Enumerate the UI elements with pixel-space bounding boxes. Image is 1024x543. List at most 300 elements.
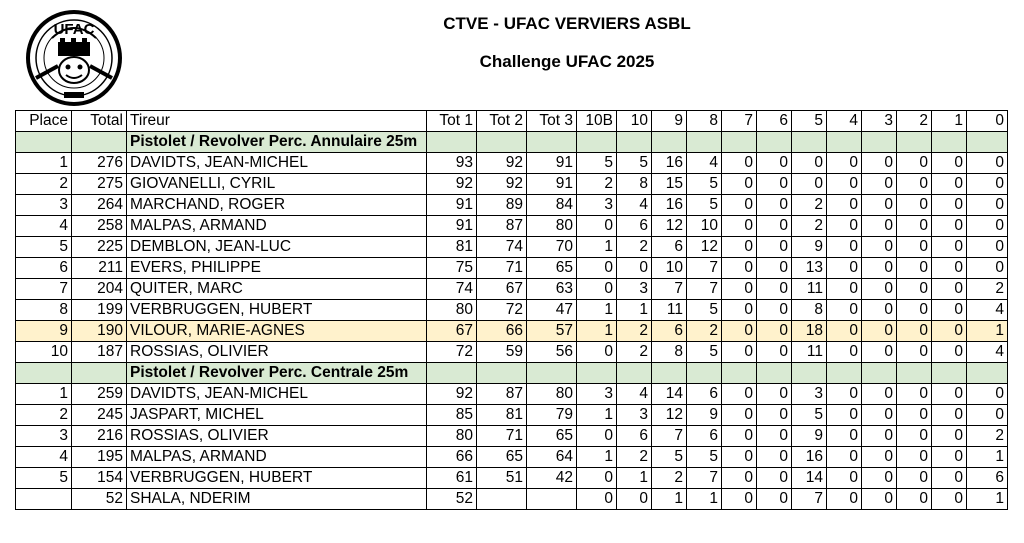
cell-c3: 0	[862, 426, 897, 447]
cell-tot3: 65	[527, 426, 577, 447]
shooter-name: GIOVANELLI, CYRIL	[127, 174, 427, 195]
cell-c10: 2	[617, 447, 652, 468]
table-row	[16, 279, 1008, 300]
cell-total: 264	[72, 195, 127, 216]
cell-c2: 0	[897, 237, 932, 258]
column-header: 3	[862, 111, 897, 132]
cell-c3: 0	[862, 447, 897, 468]
cell-c1: 0	[932, 258, 967, 279]
cell-tot3: 84	[527, 195, 577, 216]
cell-c10b: 1	[577, 447, 617, 468]
cell-c5: 16	[792, 447, 827, 468]
table-row	[16, 468, 1008, 489]
column-header: 6	[757, 111, 792, 132]
cell-c4: 0	[827, 300, 862, 321]
section-cell	[687, 363, 722, 384]
cell-c2: 0	[897, 342, 932, 363]
cell-tot2: 89	[477, 195, 527, 216]
cell-place: 2	[16, 174, 72, 195]
cell-total: 199	[72, 300, 127, 321]
table-row	[16, 237, 1008, 258]
column-header: 9	[652, 111, 687, 132]
cell-c1: 0	[932, 489, 967, 510]
cell-c3: 0	[862, 195, 897, 216]
cell-c7: 0	[722, 405, 757, 426]
cell-c3: 0	[862, 468, 897, 489]
cell-place: 8	[16, 300, 72, 321]
cell-c10b: 1	[577, 321, 617, 342]
cell-c5: 7	[792, 489, 827, 510]
cell-c3: 0	[862, 342, 897, 363]
section-cell	[527, 132, 577, 153]
table-row	[16, 405, 1008, 426]
section-cell	[72, 363, 127, 384]
cell-total: 258	[72, 216, 127, 237]
cell-c2: 0	[897, 300, 932, 321]
section-cell	[722, 363, 757, 384]
cell-place: 5	[16, 237, 72, 258]
cell-c6: 0	[757, 321, 792, 342]
cell-c0: 2	[967, 279, 1008, 300]
section-title: Pistolet / Revolver Perc. Annulaire 25m	[127, 132, 427, 153]
cell-c2: 0	[897, 468, 932, 489]
cell-c10b: 1	[577, 300, 617, 321]
cell-c2: 0	[897, 279, 932, 300]
cell-c6: 0	[757, 468, 792, 489]
cell-tot3: 79	[527, 405, 577, 426]
cell-c9: 6	[652, 321, 687, 342]
cell-tot1: 75	[427, 258, 477, 279]
cell-c10: 5	[617, 153, 652, 174]
section-cell	[477, 132, 527, 153]
cell-place: 1	[16, 384, 72, 405]
cell-c6: 0	[757, 405, 792, 426]
cell-c0: 0	[967, 153, 1008, 174]
cell-c10b: 5	[577, 153, 617, 174]
cell-c5: 5	[792, 405, 827, 426]
section-cell	[16, 132, 72, 153]
column-header: 10B	[577, 111, 617, 132]
shooter-name: VERBRUGGEN, HUBERT	[127, 300, 427, 321]
column-header: Place	[16, 111, 72, 132]
cell-c7: 0	[722, 195, 757, 216]
cell-c10b: 0	[577, 468, 617, 489]
shooter-name: MARCHAND, ROGER	[127, 195, 427, 216]
shooter-name: ROSSIAS, OLIVIER	[127, 342, 427, 363]
section-cell	[427, 363, 477, 384]
cell-c4: 0	[827, 195, 862, 216]
column-header: Tot 1	[427, 111, 477, 132]
cell-total: 187	[72, 342, 127, 363]
cell-c5: 0	[792, 174, 827, 195]
shooter-name: VILOUR, MARIE-AGNES	[127, 321, 427, 342]
cell-c9: 2	[652, 468, 687, 489]
table-row	[16, 426, 1008, 447]
cell-c6: 0	[757, 426, 792, 447]
cell-c7: 0	[722, 447, 757, 468]
cell-c1: 0	[932, 447, 967, 468]
cell-tot2: 92	[477, 153, 527, 174]
cell-c6: 0	[757, 174, 792, 195]
cell-c10: 1	[617, 468, 652, 489]
cell-c6: 0	[757, 195, 792, 216]
cell-c6: 0	[757, 489, 792, 510]
cell-c0: 1	[967, 489, 1008, 510]
cell-c9: 7	[652, 279, 687, 300]
cell-tot3	[527, 489, 577, 510]
cell-c7: 0	[722, 237, 757, 258]
cell-tot2: 81	[477, 405, 527, 426]
cell-tot3: 80	[527, 384, 577, 405]
cell-c6: 0	[757, 153, 792, 174]
cell-c2: 0	[897, 216, 932, 237]
cell-c8: 6	[687, 384, 722, 405]
cell-c4: 0	[827, 384, 862, 405]
cell-c8: 4	[687, 153, 722, 174]
section-cell	[897, 363, 932, 384]
cell-c10: 4	[617, 384, 652, 405]
cell-c9: 5	[652, 447, 687, 468]
section-cell	[967, 363, 1008, 384]
cell-c5: 11	[792, 279, 827, 300]
section-cell	[722, 132, 757, 153]
section-cell	[757, 132, 792, 153]
cell-tot1: 61	[427, 468, 477, 489]
cell-tot2	[477, 489, 527, 510]
cell-c9: 12	[652, 216, 687, 237]
cell-c4: 0	[827, 426, 862, 447]
column-header: Total	[72, 111, 127, 132]
cell-c2: 0	[897, 174, 932, 195]
section-cell	[527, 363, 577, 384]
section-cell	[577, 132, 617, 153]
column-header: 8	[687, 111, 722, 132]
cell-c10b: 1	[577, 237, 617, 258]
cell-c6: 0	[757, 258, 792, 279]
cell-c1: 0	[932, 153, 967, 174]
table-row	[16, 489, 1008, 510]
cell-c5: 11	[792, 342, 827, 363]
cell-c7: 0	[722, 489, 757, 510]
cell-tot2: 87	[477, 384, 527, 405]
cell-c1: 0	[932, 279, 967, 300]
cell-tot2: 72	[477, 300, 527, 321]
section-cell	[477, 363, 527, 384]
cell-c1: 0	[932, 321, 967, 342]
cell-c0: 6	[967, 468, 1008, 489]
cell-c1: 0	[932, 405, 967, 426]
cell-c10b: 0	[577, 426, 617, 447]
shooter-name: DAVIDTS, JEAN-MICHEL	[127, 153, 427, 174]
shooter-name: ROSSIAS, OLIVIER	[127, 426, 427, 447]
cell-tot3: 64	[527, 447, 577, 468]
cell-total: 154	[72, 468, 127, 489]
cell-c8: 7	[687, 468, 722, 489]
cell-c0: 2	[967, 426, 1008, 447]
cell-c5: 13	[792, 258, 827, 279]
shooter-name: QUITER, MARC	[127, 279, 427, 300]
cell-c10b: 0	[577, 279, 617, 300]
cell-c10: 0	[617, 258, 652, 279]
cell-tot3: 56	[527, 342, 577, 363]
cell-c8: 5	[687, 174, 722, 195]
cell-c6: 0	[757, 279, 792, 300]
cell-c0: 1	[967, 321, 1008, 342]
cell-c2: 0	[897, 447, 932, 468]
column-header: Tot 3	[527, 111, 577, 132]
cell-place: 5	[16, 468, 72, 489]
cell-c4: 0	[827, 447, 862, 468]
cell-c3: 0	[862, 237, 897, 258]
cell-total: 216	[72, 426, 127, 447]
section-cell	[967, 132, 1008, 153]
cell-c1: 0	[932, 342, 967, 363]
cell-c1: 0	[932, 237, 967, 258]
cell-c5: 9	[792, 426, 827, 447]
cell-tot1: 72	[427, 342, 477, 363]
column-header: Tireur	[127, 111, 427, 132]
cell-tot3: 42	[527, 468, 577, 489]
cell-c9: 12	[652, 405, 687, 426]
cell-place: 1	[16, 153, 72, 174]
cell-c5: 9	[792, 237, 827, 258]
cell-c9: 15	[652, 174, 687, 195]
cell-place: 4	[16, 447, 72, 468]
cell-c7: 0	[722, 342, 757, 363]
column-header: 4	[827, 111, 862, 132]
cell-c4: 0	[827, 216, 862, 237]
cell-c3: 0	[862, 174, 897, 195]
cell-c4: 0	[827, 489, 862, 510]
cell-place: 4	[16, 216, 72, 237]
table-row	[16, 342, 1008, 363]
cell-c8: 9	[687, 405, 722, 426]
section-cell	[617, 363, 652, 384]
cell-c9: 11	[652, 300, 687, 321]
cell-tot2: 67	[477, 279, 527, 300]
section-cell	[932, 363, 967, 384]
cell-c6: 0	[757, 447, 792, 468]
cell-c1: 0	[932, 216, 967, 237]
table-row	[16, 153, 1008, 174]
cell-c3: 0	[862, 489, 897, 510]
cell-c3: 0	[862, 300, 897, 321]
cell-c3: 0	[862, 405, 897, 426]
cell-c0: 0	[967, 384, 1008, 405]
section-cell	[827, 363, 862, 384]
shooter-name: VERBRUGGEN, HUBERT	[127, 468, 427, 489]
cell-c8: 5	[687, 195, 722, 216]
cell-c4: 0	[827, 258, 862, 279]
cell-c4: 0	[827, 321, 862, 342]
cell-tot3: 65	[527, 258, 577, 279]
cell-c2: 0	[897, 321, 932, 342]
cell-c7: 0	[722, 384, 757, 405]
page-subtitle: Challenge UFAC 2025	[479, 52, 655, 71]
shooter-name: MALPAS, ARMAND	[127, 216, 427, 237]
cell-c5: 18	[792, 321, 827, 342]
cell-tot3: 80	[527, 216, 577, 237]
column-header: 2	[897, 111, 932, 132]
cell-c4: 0	[827, 468, 862, 489]
cell-c10: 6	[617, 216, 652, 237]
cell-tot1: 52	[427, 489, 477, 510]
cell-c8: 5	[687, 300, 722, 321]
cell-c0: 0	[967, 258, 1008, 279]
shooter-name: MALPAS, ARMAND	[127, 447, 427, 468]
table-row	[16, 300, 1008, 321]
cell-c0: 0	[967, 237, 1008, 258]
cell-tot2: 71	[477, 258, 527, 279]
cell-c10: 3	[617, 405, 652, 426]
page-title: CTVE - UFAC VERVIERS ASBL	[443, 14, 691, 33]
cell-c7: 0	[722, 300, 757, 321]
section-header-row	[16, 363, 1008, 384]
cell-c8: 2	[687, 321, 722, 342]
cell-tot3: 57	[527, 321, 577, 342]
cell-tot3: 47	[527, 300, 577, 321]
cell-c10b: 0	[577, 216, 617, 237]
cell-c9: 7	[652, 426, 687, 447]
shooter-name: DAVIDTS, JEAN-MICHEL	[127, 384, 427, 405]
cell-c7: 0	[722, 174, 757, 195]
cell-c9: 16	[652, 153, 687, 174]
cell-tot3: 91	[527, 174, 577, 195]
shooter-name: SHALA, NDERIM	[127, 489, 427, 510]
cell-c6: 0	[757, 216, 792, 237]
cell-c10: 1	[617, 300, 652, 321]
cell-tot2: 65	[477, 447, 527, 468]
cell-c7: 0	[722, 426, 757, 447]
cell-c3: 0	[862, 216, 897, 237]
cell-c9: 14	[652, 384, 687, 405]
cell-c3: 0	[862, 153, 897, 174]
cell-c5: 14	[792, 468, 827, 489]
cell-c0: 0	[967, 174, 1008, 195]
column-header: 0	[967, 111, 1008, 132]
cell-tot3: 91	[527, 153, 577, 174]
section-cell	[757, 363, 792, 384]
cell-c10b: 0	[577, 342, 617, 363]
cell-tot1: 80	[427, 300, 477, 321]
cell-c10: 2	[617, 321, 652, 342]
cell-c2: 0	[897, 195, 932, 216]
cell-c1: 0	[932, 300, 967, 321]
cell-c7: 0	[722, 258, 757, 279]
cell-c4: 0	[827, 405, 862, 426]
cell-c8: 5	[687, 342, 722, 363]
cell-c8: 12	[687, 237, 722, 258]
cell-c2: 0	[897, 258, 932, 279]
cell-tot1: 91	[427, 216, 477, 237]
cell-tot1: 66	[427, 447, 477, 468]
cell-total: 259	[72, 384, 127, 405]
table-row	[16, 321, 1008, 342]
cell-c10b: 0	[577, 258, 617, 279]
section-title: Pistolet / Revolver Perc. Centrale 25m	[127, 363, 427, 384]
cell-tot1: 74	[427, 279, 477, 300]
column-header: 1	[932, 111, 967, 132]
cell-c7: 0	[722, 468, 757, 489]
cell-tot1: 67	[427, 321, 477, 342]
cell-c2: 0	[897, 489, 932, 510]
cell-place: 2	[16, 405, 72, 426]
cell-tot1: 81	[427, 237, 477, 258]
cell-c6: 0	[757, 384, 792, 405]
table-row	[16, 216, 1008, 237]
cell-c9: 16	[652, 195, 687, 216]
cell-c10: 8	[617, 174, 652, 195]
cell-c8: 5	[687, 447, 722, 468]
column-header: Tot 2	[477, 111, 527, 132]
cell-c10: 6	[617, 426, 652, 447]
cell-place: 10	[16, 342, 72, 363]
cell-c5: 8	[792, 300, 827, 321]
cell-tot2: 51	[477, 468, 527, 489]
section-header-row	[16, 132, 1008, 153]
cell-c1: 0	[932, 384, 967, 405]
section-cell	[652, 132, 687, 153]
section-cell	[862, 363, 897, 384]
cell-c3: 0	[862, 321, 897, 342]
cell-c10b: 3	[577, 384, 617, 405]
logo-text: UFAC	[53, 21, 95, 38]
cell-place	[16, 489, 72, 510]
cell-c0: 0	[967, 216, 1008, 237]
cell-c8: 7	[687, 279, 722, 300]
cell-c5: 3	[792, 384, 827, 405]
cell-tot1: 92	[427, 174, 477, 195]
cell-c3: 0	[862, 279, 897, 300]
section-cell	[617, 132, 652, 153]
cell-c10b: 2	[577, 174, 617, 195]
cell-c4: 0	[827, 153, 862, 174]
cell-total: 190	[72, 321, 127, 342]
cell-tot2: 71	[477, 426, 527, 447]
cell-tot2: 92	[477, 174, 527, 195]
cell-c1: 0	[932, 426, 967, 447]
results-table	[15, 110, 1008, 510]
cell-c10b: 1	[577, 405, 617, 426]
cell-c9: 6	[652, 237, 687, 258]
cell-c0: 4	[967, 342, 1008, 363]
cell-tot2: 74	[477, 237, 527, 258]
section-cell	[687, 132, 722, 153]
shooter-name: EVERS, PHILIPPE	[127, 258, 427, 279]
cell-c2: 0	[897, 426, 932, 447]
cell-c6: 0	[757, 342, 792, 363]
cell-c10b: 0	[577, 489, 617, 510]
cell-c0: 0	[967, 195, 1008, 216]
section-cell	[792, 132, 827, 153]
cell-c10: 0	[617, 489, 652, 510]
cell-tot1: 80	[427, 426, 477, 447]
cell-c9: 8	[652, 342, 687, 363]
cell-c2: 0	[897, 384, 932, 405]
cell-c7: 0	[722, 216, 757, 237]
section-cell	[72, 132, 127, 153]
cell-c1: 0	[932, 174, 967, 195]
cell-c1: 0	[932, 468, 967, 489]
cell-c7: 0	[722, 321, 757, 342]
section-cell	[577, 363, 617, 384]
cell-place: 7	[16, 279, 72, 300]
section-cell	[897, 132, 932, 153]
cell-c7: 0	[722, 279, 757, 300]
cell-c10: 2	[617, 237, 652, 258]
cell-c10: 2	[617, 342, 652, 363]
cell-total: 275	[72, 174, 127, 195]
